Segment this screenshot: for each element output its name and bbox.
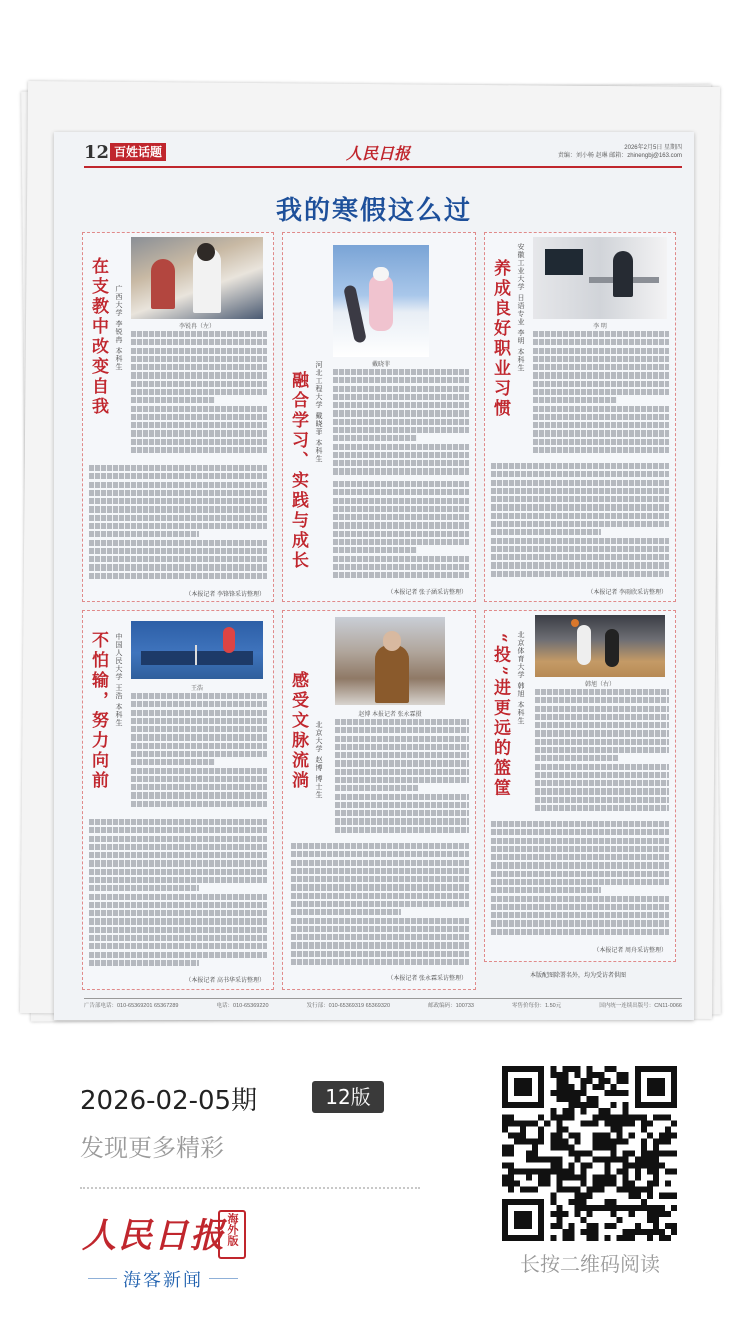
article-panel-5 [282,610,476,990]
article-body-2 [333,369,469,479]
article-photo-1 [131,237,263,319]
section-name: 百姓话题 [110,143,166,161]
qr-code[interactable] [502,1066,677,1241]
article-photo-6 [535,615,665,677]
article-photo-3 [533,237,667,319]
article-title-6: “投”进更远的篮筐 [490,633,510,799]
article-byline-4: 中国人民大学 王浩 本科生 [115,633,122,727]
article-body-3b [491,463,669,583]
photo-caption-6: 韩旭（右） [584,682,615,688]
article-byline-1: 广西大学 李锐冉 本科生 [115,285,122,371]
haike-news-brand [88,1266,238,1292]
bottom-bar-item: 电话：010-65369220 [216,1003,269,1009]
article-body-5b [291,843,469,969]
issue-date: 2026-02-05期 [80,1086,258,1116]
article-byline-3: 安徽工业大学 日语专业 李明 本科生 [517,243,524,372]
overseas-edition-tag [218,1210,246,1259]
photo-credit-note: 本版配图除署名外，均为受访者供图 [530,973,627,979]
article-byline-6: 北京体育大学 韩旭 本科生 [517,631,524,725]
article-panel-2 [282,232,476,602]
article-panel-3 [484,232,676,602]
article-body-2b [333,481,469,581]
bottom-bar-item: 零售价每份：1.50元 [512,1003,562,1009]
article-title-5: 感受文脉流淌 [288,671,308,791]
footer-divider [80,1187,420,1189]
article-signature-5: （本报记者 张永霖采访整理） [387,976,467,982]
qr-finder-pattern [647,1078,665,1096]
article-body-4 [131,693,267,813]
article-body-5 [335,719,469,839]
article-panel-1 [82,232,274,602]
edition-badge[interactable]: 12版 [312,1081,384,1113]
qr-finder-pattern [514,1078,532,1096]
photo-caption-4: 王浩 [190,686,203,692]
article-title-2: 融合学习、实践与成长 [288,371,308,571]
article-signature-6: （本报记者 周舟采访整理） [593,948,667,954]
masthead-logo: 人民日报 [346,144,411,163]
article-signature-4: （本报记者 高书华采访整理） [185,978,265,984]
people-daily-logo: 人民日报 [82,1216,226,1256]
article-body-4b [89,819,267,971]
overseas-edition-label: 海外版 [226,1213,239,1246]
bottom-bar-item: 国内统一连续出版号：CN11-0066 [599,1003,682,1009]
article-body-3 [533,331,669,461]
photo-caption-2: 戴晓菲 [371,362,390,368]
article-signature-3: （本报记者 李雨欣采访整理） [587,590,667,596]
article-body-1b [89,465,267,587]
article-byline-2: 河北工程大学 戴晓菲 本科生 [315,361,322,463]
article-panel-4 [82,610,274,990]
header-meta [558,144,682,160]
article-photo-2 [333,245,429,357]
article-signature-2: （本报记者 张子涵采访整理） [387,590,467,596]
bottom-bar-item: 广告部电话：010-65369201 65367289 [84,1003,179,1009]
footer-slogan: 发现更多精彩 [80,1134,224,1162]
article-body-6b [491,821,669,941]
bottom-bar-item: 邮政编码：100733 [428,1003,474,1009]
article-body-1 [131,331,267,463]
article-byline-5: 北京大学 赵博 博士生 [315,721,322,799]
article-photo-4 [131,621,263,679]
page-header [84,144,682,168]
photo-caption-1: 李锐冉（左） [178,324,215,330]
page-main-title: 我的寒假这么过 [275,196,472,226]
page-bottom-bar [84,998,682,1009]
haike-news-label: 海客新闻 [117,1270,209,1291]
article-title-3: 养成良好职业习惯 [490,259,510,419]
article-body-6 [535,689,669,817]
photo-caption-3: 李 明 [593,324,607,330]
newspaper-page[interactable] [54,132,694,1020]
qr-caption: 长按二维码阅读 [520,1252,660,1276]
article-title-4: 不怕输，努力向前 [88,631,108,791]
page-number: 12 [84,142,110,163]
article-panel-6 [484,610,676,962]
header-date: 2026年2月5日 星期四 [624,145,682,151]
article-signature-1: （本报记者 李锋锋采访整理） [185,592,265,598]
bottom-bar-item: 发行部：010-65369319 65369320 [306,1003,391,1009]
header-editors: 责编：刘小畅 赵琳 邮箱：zhinengbj@163.com [557,153,682,159]
article-title-1: 在支教中改变自我 [88,257,108,417]
article-photo-5 [335,617,445,705]
photo-caption-5: 赵博 本报记者 张永霖摄 [358,712,422,718]
qr-finder-pattern [514,1211,532,1229]
